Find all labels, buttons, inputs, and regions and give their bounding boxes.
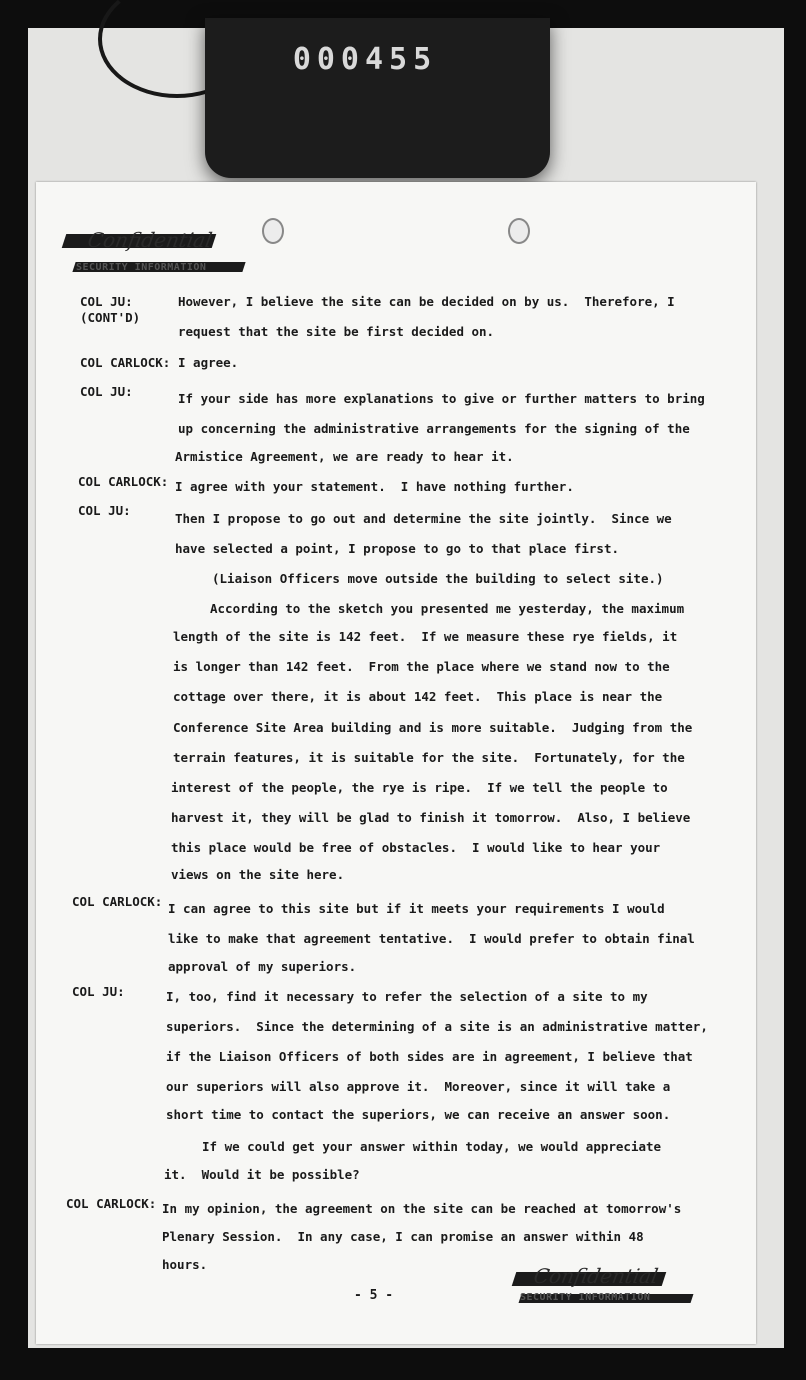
speaker-label: COL CARLOCK: bbox=[78, 474, 169, 489]
transcript-line: hours. bbox=[162, 1257, 208, 1272]
transcript-line: request that the site be first decided on. bbox=[178, 324, 495, 339]
page-counter-device bbox=[205, 18, 550, 178]
transcript-line: short time to contact the superiors, we can receive an answer soon. bbox=[166, 1107, 671, 1122]
transcript-line: is longer than 142 feet. From the place where we stand now to the bbox=[173, 659, 670, 674]
transcript-line: interest of the people, the rye is ripe. If we tell the people to bbox=[171, 780, 668, 795]
footer-confidential-stamp: Confidential bbox=[531, 1264, 660, 1288]
speaker-label: COL JU: bbox=[80, 384, 133, 399]
counter-digits: 000455 bbox=[292, 42, 438, 77]
transcript-line: Armistice Agreement, we are ready to hear it. bbox=[175, 449, 514, 464]
transcript-line: In my opinion, the agreement on the site can be reached at tomorrow's bbox=[162, 1201, 682, 1216]
speaker-label: COL CARLOCK: bbox=[72, 894, 163, 909]
header-security-label: SECURITY INFORMATION bbox=[76, 262, 207, 273]
transcript-line: length of the site is 142 feet. If we measure these rye fields, it bbox=[173, 629, 678, 644]
transcript-line: this place would be free of obstacles. I would like to hear your bbox=[171, 840, 661, 855]
transcript-line: superiors. Since the determining of a site is an administrative matter, bbox=[166, 1019, 708, 1034]
transcript-line: views on the site here. bbox=[171, 867, 345, 882]
transcript-line: I, too, find it necessary to refer the selection of a site to my bbox=[166, 989, 648, 1004]
transcript-line: our superiors will also approve it. Moreover, since it will take a bbox=[166, 1079, 671, 1094]
document-page bbox=[36, 182, 756, 1344]
transcript-line: cottage over there, it is about 142 feet. This place is near the bbox=[173, 689, 663, 704]
footer-security-label: SECURITY INFORMATION bbox=[520, 1292, 651, 1303]
transcript-line: If we could get your answer within today, we would appreciate bbox=[202, 1139, 662, 1154]
speaker-label: COL JU: bbox=[80, 294, 133, 309]
transcript-line: Then I propose to go out and determine the site jointly. Since we bbox=[175, 511, 672, 526]
transcript-line: terrain features, it is suitable for the site. Fortunately, for the bbox=[173, 750, 685, 765]
page-number: - 5 - bbox=[354, 1288, 394, 1303]
transcript-line: According to the sketch you presented me yesterday, the maximum bbox=[210, 601, 685, 616]
transcript-line: if the Liaison Officers of both sides are in agreement, I believe that bbox=[166, 1049, 693, 1064]
transcript-line: up concerning the administrative arrangements for the signing of the bbox=[178, 421, 690, 436]
transcript-line: I agree. bbox=[178, 355, 239, 370]
transcript-line: approval of my superiors. bbox=[168, 959, 357, 974]
transcript-line: it. Would it be possible? bbox=[164, 1167, 360, 1182]
header-confidential-stamp: Confidential bbox=[85, 228, 214, 252]
transcript-line: like to make that agreement tentative. I would prefer to obtain final bbox=[168, 931, 695, 946]
transcript-line: I can agree to this site but if it meets your requirements I would bbox=[168, 901, 665, 916]
punch-hole-right bbox=[508, 218, 530, 244]
transcript-line: have selected a point, I propose to go to that place first. bbox=[175, 541, 620, 556]
speaker-label: COL JU: bbox=[72, 984, 125, 999]
transcript-line: I agree with your statement. I have nothing further. bbox=[175, 479, 574, 494]
speaker-label: COL CARLOCK: bbox=[66, 1196, 157, 1211]
transcript-line: However, I believe the site can be decided on by us. Therefore, I bbox=[178, 294, 675, 309]
speaker-continued-label: (CONT'D) bbox=[80, 310, 141, 325]
speaker-label: COL CARLOCK: bbox=[80, 355, 171, 370]
punch-hole-left bbox=[262, 218, 284, 244]
transcript-line: harvest it, they will be glad to finish it tomorrow. Also, I believe bbox=[171, 810, 691, 825]
transcript-line: Conference Site Area building and is more suitable. Judging from the bbox=[173, 720, 693, 735]
transcript-line: Plenary Session. In any case, I can promise an answer within 48 bbox=[162, 1229, 644, 1244]
transcript-stage-direction: (Liaison Officers move outside the building to select site.) bbox=[212, 571, 664, 586]
transcript-line: If your side has more explanations to give or further matters to bring bbox=[178, 391, 705, 406]
speaker-label: COL JU: bbox=[78, 503, 131, 518]
